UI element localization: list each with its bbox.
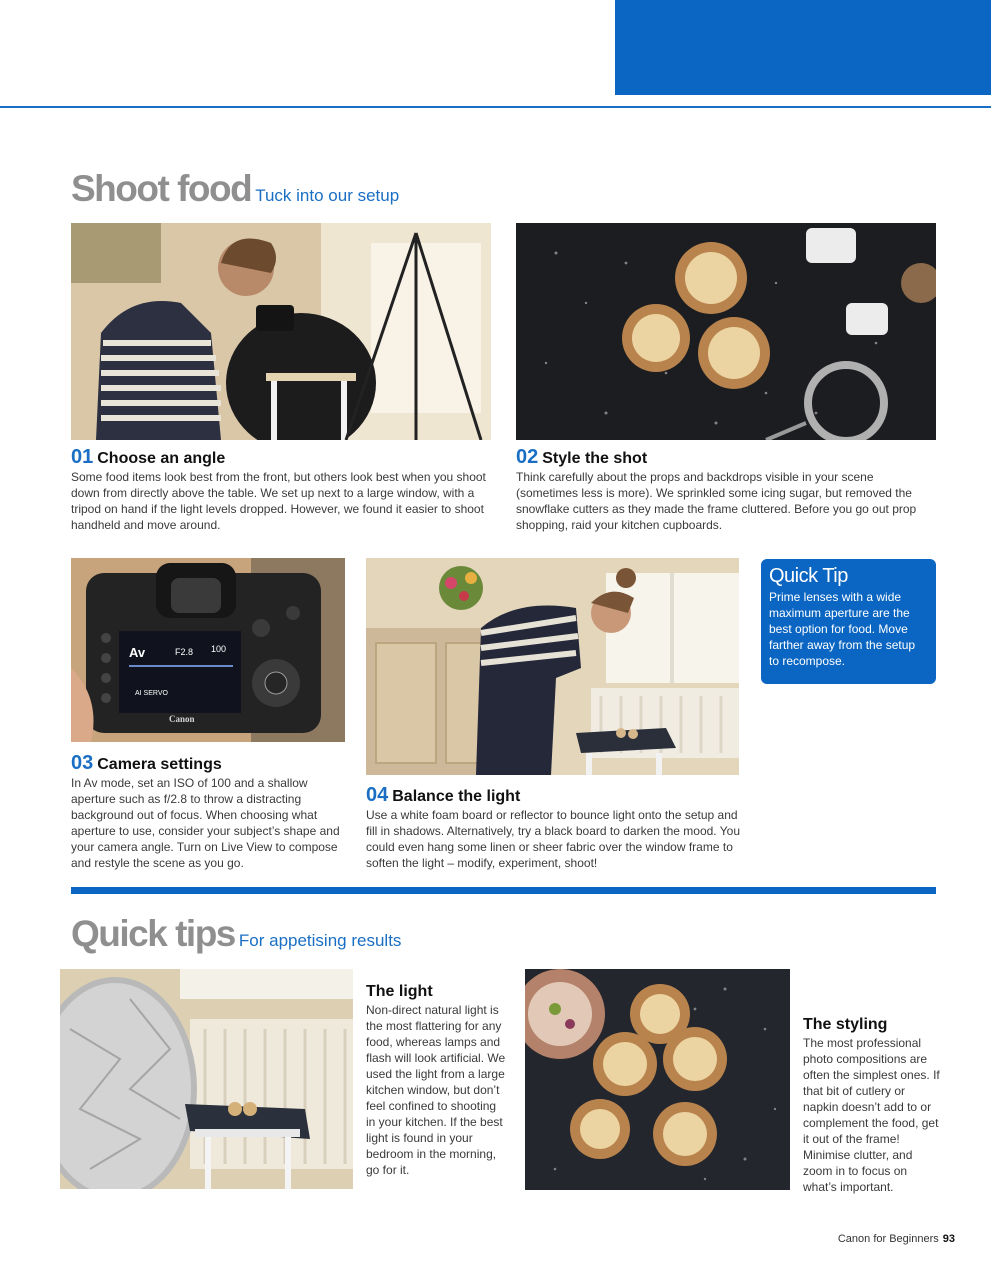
tip-title: The light <box>366 983 433 1000</box>
header-rule <box>0 106 991 108</box>
section-heading-quick-tips <box>71 913 401 955</box>
step-balance-light <box>366 786 740 871</box>
camera-drive-text: AI SERVO <box>135 690 168 697</box>
step-heading: Camera settings <box>97 756 222 773</box>
step-number: 01 <box>71 446 94 468</box>
quick-tip-title: Quick Tip <box>769 565 848 587</box>
section-divider <box>71 887 936 894</box>
step-body: Use a white foam board or reflector to bounce light onto the setup and fill in shadows. Alternatively, try a black board to darken the mood. You could even hang some linen or sheer fabric over the window frame to soften the light – modify, experiment, shoot! <box>366 808 740 870</box>
section-subtitle: Tuck into our setup <box>255 186 400 205</box>
section-heading-shoot-food <box>71 168 399 210</box>
tip-body: Non-direct natural light is the most flattering for any food, whereas lamps and flash will look artificial. We used the light from a large kitchen window, but don’t feel confined to shooting in your kitchen. If the best light is found in your bedroom in the morning, go for it. <box>366 1003 506 1177</box>
camera-mode-text: Av <box>129 645 146 660</box>
step-body: Some food items look best from the front, but others look best when you shoot down from directly above the table. We set up next to a large window, with a tripod on hand if the light levels dropped. However, we found it easier to shoot handheld and move around. <box>71 470 486 532</box>
photo-camera-settings <box>71 558 345 742</box>
section-title: Quick tips <box>71 913 235 954</box>
quick-tip-box <box>761 559 936 684</box>
step-title <box>516 448 938 468</box>
quick-tip-body: Prime lenses with a wide maximum aperture are the best option for food. Move farther away from the setup to recompose. <box>769 590 916 668</box>
page-number: 93 <box>942 1233 955 1245</box>
photo-the-light <box>60 969 353 1189</box>
camera-iso-text: 100 <box>211 644 227 654</box>
publication-name: Canon for Beginners <box>837 1233 939 1245</box>
camera-aperture-text: F2.8 <box>175 647 194 657</box>
step-camera-settings <box>71 754 343 871</box>
step-style-shot <box>516 448 938 533</box>
step-body: Think carefully about the props and backdrops visible in your scene (sometimes less is more). We sprinkled some icing sugar, but removed the snowflake cutters as they made the frame cluttered. Before you go out prop shopping, raid your kitchen cupboards. <box>516 470 917 532</box>
step-choose-angle <box>71 448 493 533</box>
photo-balance-light <box>366 558 739 775</box>
step-title <box>366 786 740 806</box>
camera-brand-text: Canon <box>169 714 195 724</box>
tip-title: The styling <box>803 1016 888 1033</box>
page-footer <box>838 1233 955 1245</box>
photo-style-shot <box>516 223 936 440</box>
photo-the-styling <box>525 969 790 1190</box>
step-heading: Style the shot <box>542 450 648 467</box>
tip-body: The most professional photo compositions are often the simplest ones. If that bit of cutlery or napkin doesn’t add to or complement the food, get it out of the frame! Minimise clutter, and zoom in to focus on what’s important. <box>803 1036 940 1194</box>
header-color-block <box>615 0 991 95</box>
photo-choose-angle <box>71 223 491 440</box>
tip-the-light <box>366 983 506 1178</box>
step-body: In Av mode, set an ISO of 100 and a shallow aperture such as f/2.8 to throw a distracting background out of focus. When choosing what aperture to use, consider your subject’s shape and your camera angle. Turn on Live View to compose and restyle the scene as you go. <box>71 776 340 870</box>
section-title: Shoot food <box>71 168 252 209</box>
section-subtitle: For appetising results <box>238 931 402 950</box>
tip-the-styling <box>803 1016 943 1195</box>
step-number: 03 <box>71 752 94 774</box>
step-heading: Choose an angle <box>97 450 226 467</box>
step-title <box>71 754 343 774</box>
step-number: 02 <box>516 446 539 468</box>
step-heading: Balance the light <box>392 788 521 805</box>
step-title <box>71 448 493 468</box>
step-number: 04 <box>366 784 389 806</box>
